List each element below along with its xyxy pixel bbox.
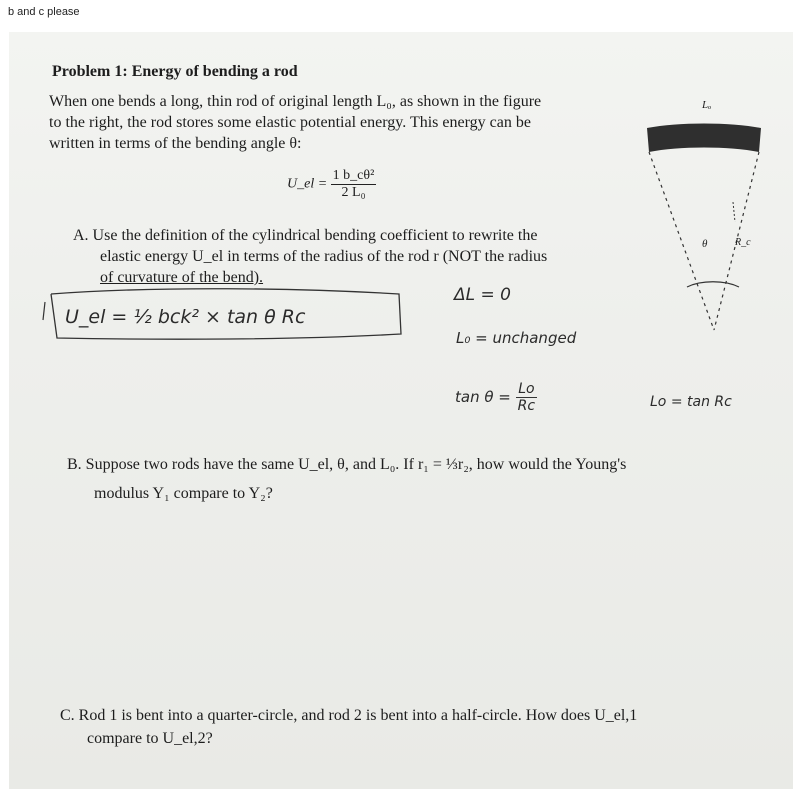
rod-shape: [647, 124, 761, 153]
note-tan-theta: [455, 381, 537, 414]
intro-line-2: to the right, the rod stores some elastic potential energy. This energy can be: [49, 114, 531, 131]
part-a-line-2: elastic energy U_el in terms of the radius of the rod r (NOT the radius: [100, 248, 548, 265]
problem-title: Problem 1: Energy of bending a rod: [52, 63, 298, 80]
figure-radius-label: R_c: [735, 237, 751, 248]
formula-numerator: 1 b_cθ²: [332, 168, 375, 183]
post-text: b and c please: [8, 6, 80, 18]
intro-line-3: written in terms of the bending angle θ:: [49, 135, 302, 152]
part-b-line-2: modulus Y₁ compare to Y₂?: [94, 485, 273, 502]
intro-line-1: When one bends a long, thin rod of original length L₀, as shown in the figure: [49, 93, 542, 110]
note-lo-tan-rc: Lo = tan Rc: [650, 394, 732, 410]
bent-rod-figure: [629, 92, 779, 342]
boxed-answer: U_el = ½ bck² × tan θ Rc: [65, 306, 306, 328]
note-tan-num: Lo: [516, 381, 537, 398]
part-a-line-3: of curvature of the bend).: [100, 269, 264, 286]
note-tan-lhs: tan θ =: [455, 388, 511, 406]
part-b-line-1: B. Suppose two rods have the same U_el, θ, and L₀. If r₁ = ⅓r₂, how would the Young's: [67, 456, 627, 473]
note-delta-l: ΔL = 0: [454, 285, 511, 305]
worksheet-photo: [9, 32, 793, 789]
energy-formula: [287, 168, 376, 201]
figure-length-label: Lₒ: [702, 99, 712, 111]
note-tan-den: Rc: [517, 398, 536, 414]
part-a-line-1: A. Use the definition of the cylindrical bending coefficient to rewrite the: [73, 227, 538, 244]
formula-denominator: 2 L₀: [341, 185, 366, 200]
formula-lhs: U_el =: [287, 176, 328, 192]
part-c-line-2: compare to U_el,2?: [87, 730, 213, 747]
angle-arc: [687, 282, 739, 287]
part-c-line-1: C. Rod 1 is bent into a quarter-circle, and rod 2 is bent into a half-circle. How does U_el,1: [60, 707, 638, 724]
note-l0-unchanged: L₀ = unchanged: [456, 329, 577, 347]
figure-angle-label: θ: [702, 238, 708, 250]
